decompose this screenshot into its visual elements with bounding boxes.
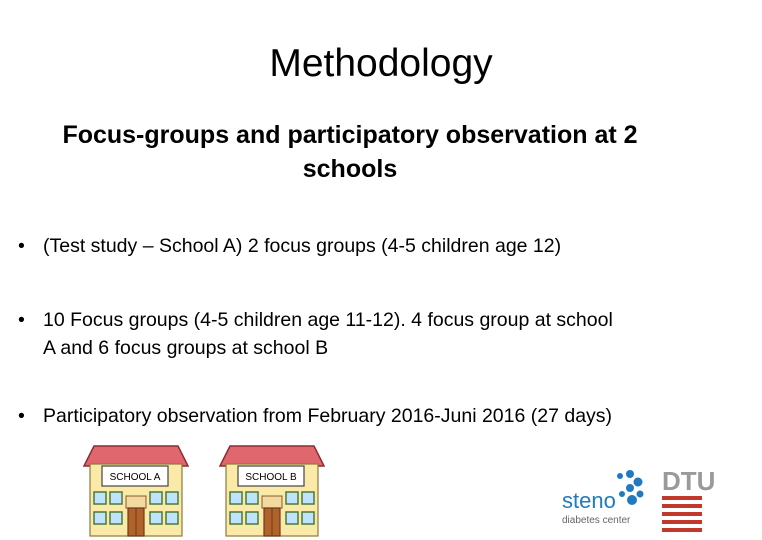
dtu-logo [660,464,716,534]
steno-dots-icon [617,470,644,505]
bullet-text-line-2: A and 6 focus groups at school B [43,337,329,359]
school-building-icon [220,446,324,536]
school-b-illustration [216,440,328,538]
bullet-item-test-study [18,232,713,260]
steno-wordmark: steno [562,488,616,513]
school-building-icon [84,446,188,536]
steno-subtitle: diabetes center [562,515,631,526]
bullet-item-participatory-observation [18,402,713,430]
subtitle-line-1: Focus-groups and participatory observation at 2 [62,121,638,149]
dtu-wordmark: DTU [662,466,716,496]
slide-title: Methodology [269,42,493,85]
school-b-label: SCHOOL B [245,472,297,483]
bullet-text-line-1: 10 Focus groups (4-5 children age 11-12). 4 focus group at school [43,309,613,331]
bullet-marker: • [18,405,25,427]
bullet-marker: • [18,235,25,257]
subtitle-line-2: schools [302,155,398,183]
school-a-illustration [80,440,192,538]
bullet-item-focus-groups [18,306,713,362]
bullet-text: Participatory observation from February 2016-Juni 2016 (27 days) [43,405,613,427]
school-a-label: SCHOOL A [109,472,161,483]
bullet-text: (Test study – School A) 2 focus groups (4-5 children age 12) [43,235,562,257]
dtu-stripes-icon [662,496,702,532]
steno-logo [560,470,656,530]
slide-subtitle [40,118,660,186]
bullet-marker: • [18,309,25,331]
